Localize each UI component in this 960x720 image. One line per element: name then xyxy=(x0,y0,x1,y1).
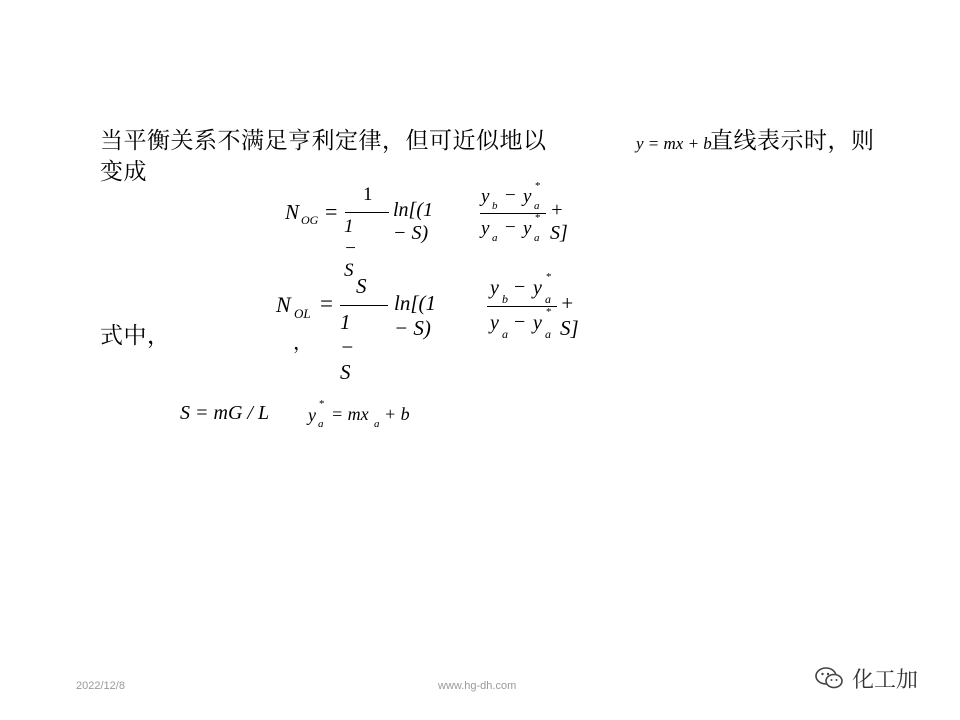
nol-num-minus: − xyxy=(514,276,526,298)
nog-den-ya: y xyxy=(523,218,532,239)
ya-def-x-sub: a xyxy=(374,418,380,430)
nol-den-ya-sub2: a xyxy=(545,327,551,341)
text-line-1-tail: 直线表示时，则 xyxy=(710,128,875,154)
nog-coef-num: 1 xyxy=(363,184,373,205)
nog-num-ya-sub: a xyxy=(534,200,540,212)
nog-num-ya: y xyxy=(523,186,532,207)
nol-den-minus: − xyxy=(514,311,526,333)
ya-def-rhs: = mx xyxy=(331,404,369,424)
nog-den-star: * xyxy=(535,212,541,224)
ya-def-tail: + b xyxy=(384,404,410,424)
nol-num-star: * xyxy=(546,271,552,283)
nog-num-minus: − xyxy=(505,185,516,206)
nog-num-yb-sub: b xyxy=(492,200,498,212)
nol-coef-den: 1 − S xyxy=(340,310,355,384)
nol-num-y: y xyxy=(490,277,499,299)
nog-ln: ln[(1 − S) xyxy=(393,199,433,244)
nol-tail: + S] xyxy=(560,291,579,340)
nog-lhs-sub: OG xyxy=(301,213,319,227)
nol-num-ya-sub: a xyxy=(545,292,551,306)
watermark-logo: 化工加 xyxy=(852,668,919,693)
s-definition: S = mG / L xyxy=(180,402,270,424)
nog-lhs: N xyxy=(285,200,300,224)
nol-coef-num: S xyxy=(356,274,367,298)
nol-num-ya: y xyxy=(533,277,542,299)
ya-def-y-sub: a xyxy=(318,418,324,430)
nol-den-ya: y xyxy=(533,312,542,334)
nol-den-star: * xyxy=(546,306,552,318)
nol-den-ya-sub: a xyxy=(502,327,508,341)
nog-coef-bar xyxy=(345,212,389,213)
nog-equals: = xyxy=(325,199,338,224)
nog-coef-den: 1 − S xyxy=(344,216,357,281)
comma-mark: ， xyxy=(293,330,313,354)
inline-equation: y = mx + b xyxy=(636,134,712,153)
nog-tail: + S] xyxy=(550,199,568,244)
nog-num-star: * xyxy=(535,180,541,192)
nog-den-ya-sub2: a xyxy=(534,232,540,244)
ya-def-star: * xyxy=(319,398,325,410)
nog-den-ya-sub: a xyxy=(492,232,498,244)
nol-equals: = xyxy=(320,291,333,316)
nol-lhs-sub: OL xyxy=(294,306,311,321)
nol-num-yb-sub: b xyxy=(502,292,508,306)
text-line-3: 式中， xyxy=(100,323,171,349)
text-line-2: 变成 xyxy=(100,159,147,185)
footer-date: 2022/12/8 xyxy=(76,680,125,692)
text-line-1: 当平衡关系不满足亨利定律，但可近似地以 xyxy=(100,128,547,154)
ya-def-y: y xyxy=(308,405,316,425)
wechat-icon xyxy=(814,664,844,692)
nog-num-y: y xyxy=(481,186,490,207)
footer-url: www.hg-dh.com xyxy=(438,680,517,692)
nol-ln: ln[(1 − S) xyxy=(394,291,436,340)
nol-coef-bar xyxy=(340,305,388,306)
nog-den-minus: − xyxy=(505,217,516,238)
nol-den-y: y xyxy=(490,312,499,334)
nog-den-y: y xyxy=(481,218,490,239)
nol-lhs: N xyxy=(276,292,291,317)
